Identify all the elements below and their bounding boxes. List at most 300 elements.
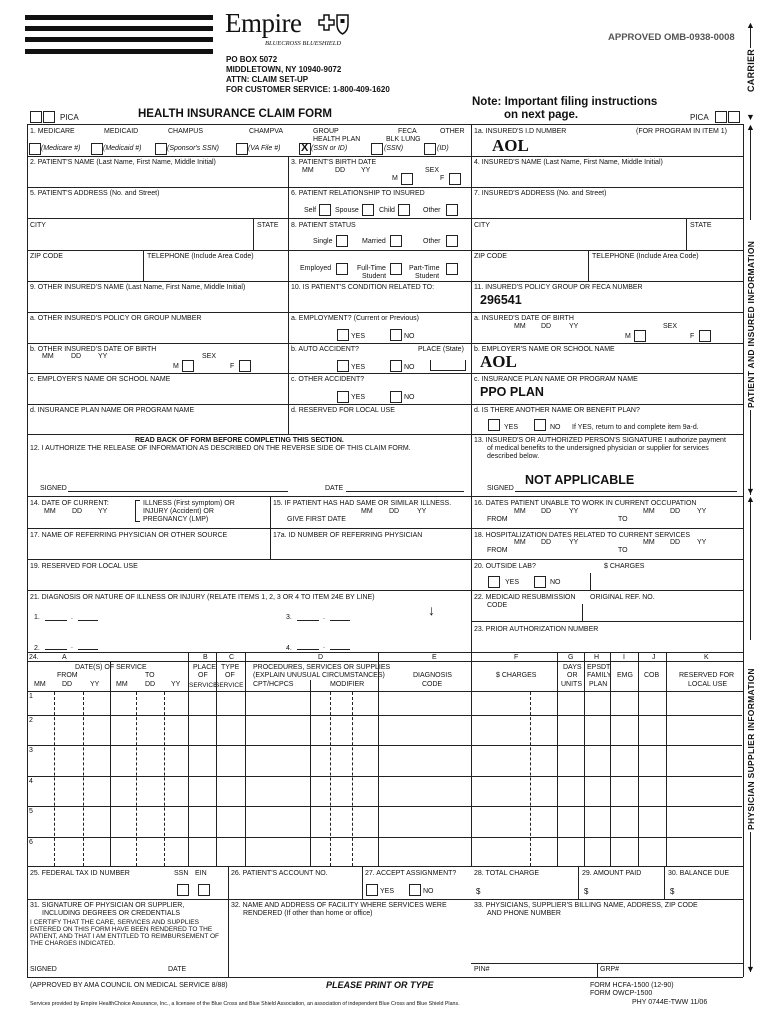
item8-label: 8. PATIENT STATUS	[291, 222, 356, 229]
item16-mm: MM	[514, 508, 526, 515]
item3-sex: SEX	[425, 167, 440, 174]
pin-label: PIN#	[474, 966, 490, 973]
form-title: HEALTH INSURANCE CLAIM FORM	[138, 108, 332, 120]
item33-l2: AND PHONE NUMBER	[487, 910, 561, 917]
dates-from: FROM	[57, 672, 78, 679]
self-checkbox[interactable]	[319, 204, 331, 216]
patient-zip-label: ZIP CODE	[30, 253, 63, 260]
item18-dd: DD	[541, 539, 552, 546]
item10-label: 10. IS PATIENT'S CONDITION RELATED TO:	[291, 284, 435, 291]
item14-yy: YY	[98, 508, 108, 515]
item31-l3: I CERTIFY THAT THE CARE, SERVICES AND SUPPLIES	[30, 919, 199, 926]
married-label: Married	[362, 238, 386, 245]
pica-right-label: PICA	[690, 113, 709, 122]
place-of-service-3: SERVICE	[189, 682, 218, 689]
item9b-sex: SEX	[202, 353, 217, 360]
col-e-letter: E	[432, 654, 437, 661]
item16-dd2: DD	[670, 508, 681, 515]
employment-no-checkbox[interactable]	[390, 329, 402, 341]
item10b-label: b. AUTO ACCIDENT?	[291, 346, 359, 353]
ssn-checkbox[interactable]	[177, 884, 189, 896]
diagnosis-code-1: DIAGNOSIS	[413, 672, 452, 679]
item11a-label: a. INSURED'S DATE OF BIRTH	[474, 315, 574, 322]
item3-f: F	[440, 175, 445, 182]
service-line-number: 1	[29, 693, 33, 700]
to-yy: YY	[171, 681, 181, 688]
address-line: FOR CUSTOMER SERVICE: 1-800-409-1620	[226, 85, 390, 94]
epsdt-1: EPSDT	[587, 664, 611, 671]
item13-text-3: described below.	[487, 453, 540, 460]
medicaid-checkbox[interactable]	[91, 143, 103, 155]
champus-checkbox[interactable]	[155, 143, 167, 155]
col-b-letter: B	[203, 654, 208, 661]
medicaid-label: MEDICAID	[104, 128, 139, 135]
item24-num: 24.	[29, 654, 39, 661]
item9a-label: a. OTHER INSURED'S POLICY OR GROUP NUMBER	[30, 315, 202, 322]
item16-label: 16. DATES PATIENT UNABLE TO WORK IN CURRENT OCCUPATION	[474, 500, 697, 507]
item14-injury: INJURY (Accident) OR	[143, 508, 214, 515]
item15-yy: YY	[417, 508, 427, 515]
up-arrow-icon: ▲	[746, 494, 755, 504]
item16-dd: DD	[541, 508, 552, 515]
group-label: GROUP	[313, 128, 339, 135]
employed-checkbox[interactable]	[336, 263, 348, 275]
item9b-label: b. OTHER INSURED'S DATE OF BIRTH	[30, 346, 157, 353]
service-line-number: 3	[29, 747, 33, 754]
from-dd: DD	[62, 681, 73, 688]
accept-yes-label: YES	[380, 888, 395, 895]
item18-yy2: YY	[697, 539, 707, 546]
col-d-letter: D	[318, 654, 324, 661]
grp-label: GRP#	[600, 966, 620, 973]
outside-lab-yes-checkbox[interactable]	[488, 576, 500, 588]
type-of-service-1: TYPE	[221, 664, 240, 671]
item3-m: M	[392, 175, 398, 182]
item9-label: 9. OTHER INSURED'S NAME (Last Name, First Name, Middle Initial)	[30, 284, 246, 291]
item15-dd: DD	[389, 508, 400, 515]
item13-signed: SIGNED	[487, 485, 514, 492]
physician-info-label: PHYSICIAN SUPPLIER INFORMATION	[746, 668, 756, 830]
medicare-checkbox[interactable]	[29, 143, 41, 155]
pica-box[interactable]	[728, 111, 740, 123]
up-arrow-icon: ▲	[746, 20, 755, 30]
child-label: Child	[379, 207, 395, 214]
auto-yes-checkbox[interactable]	[337, 360, 349, 372]
plan-name-value[interactable]: PPO PLAN	[480, 385, 544, 399]
item3-dd: DD	[335, 167, 346, 174]
outside-lab-yes-label: YES	[505, 579, 520, 586]
another-plan-yes-checkbox[interactable]	[488, 419, 500, 431]
item16-mm2: MM	[643, 508, 655, 515]
item15-mm: MM	[361, 508, 373, 515]
other-sub: (ID)	[437, 145, 449, 152]
item28-label: 28. TOTAL CHARGE	[474, 870, 540, 877]
item11a-yy: YY	[569, 323, 579, 330]
item9b-f: F	[230, 363, 235, 370]
item1a-label: 1a. INSURED'S I.D NUMBER	[474, 128, 567, 135]
other-rel-label: Other	[423, 207, 441, 214]
logo-subtitle: BLUECROSS BLUESHIELD	[265, 40, 342, 47]
item11a-sex: SEX	[663, 323, 678, 330]
diagnosis-code-2: CODE	[422, 681, 443, 688]
blue-cross-shield-icon	[315, 12, 351, 36]
other-accident-no-checkbox[interactable]	[390, 391, 402, 403]
col-i-letter: I	[623, 654, 625, 661]
item6-label: 6. PATIENT RELATIONSHIP TO INSURED	[291, 190, 425, 197]
charges-header: $ CHARGES	[496, 672, 537, 679]
fulltime-label: Full-Time	[357, 265, 386, 272]
diag-3-dot: .	[323, 614, 325, 621]
feca-sub: (SSN)	[384, 145, 404, 152]
down-arrow-icon: ▼	[746, 112, 755, 122]
auto-no-checkbox[interactable]	[390, 360, 402, 372]
other-label: OTHER	[440, 128, 465, 135]
fulltime-student-label: Student	[362, 273, 387, 280]
champva-label: CHAMPVA	[249, 128, 284, 135]
to-mm: MM	[116, 681, 128, 688]
item12-date: DATE	[325, 485, 344, 492]
item31-date: DATE	[168, 966, 187, 973]
diag-2-label: 2.	[34, 645, 40, 652]
insured-zip-label: ZIP CODE	[474, 253, 507, 260]
address-line: PO BOX 5072	[226, 55, 278, 64]
medicaid-sub: (Medicaid #)	[103, 145, 142, 152]
note-line: on next page.	[504, 109, 579, 121]
address-line: MIDDLETOWN, NY 10940-9072	[226, 65, 342, 74]
other-accident-no-label: NO	[404, 394, 415, 401]
other-accident-yes-checkbox[interactable]	[337, 391, 349, 403]
accept-yes-checkbox[interactable]	[366, 884, 378, 896]
item18-mm2: MM	[643, 539, 655, 546]
insured-sex-m-checkbox[interactable]	[634, 330, 646, 342]
filing-note	[472, 96, 657, 122]
days-2: OR	[567, 672, 578, 679]
insured-id-value[interactable]: AOL	[492, 136, 529, 155]
parttime-student-label: Student	[415, 273, 440, 280]
single-label: Single	[313, 238, 333, 245]
employed-label: Employed	[300, 265, 332, 272]
form-hcfa: FORM HCFA-1500 (12-90)	[590, 982, 674, 989]
other-checkbox[interactable]	[424, 143, 436, 155]
item16-yy2: YY	[697, 508, 707, 515]
employer-value[interactable]: AOL	[480, 352, 517, 371]
champus-sub: (Sponsor's SSN)	[167, 145, 219, 152]
logo-wordmark: Empire	[225, 8, 302, 38]
outside-lab-no-label: NO	[550, 579, 561, 586]
carrier-label: CARRIER	[746, 48, 756, 92]
item14-mm: MM	[44, 508, 56, 515]
note-line: Note: Important filing instructions	[472, 96, 658, 108]
item11c-label: c. INSURANCE PLAN NAME OR PROGRAM NAME	[474, 376, 638, 383]
insured-signature-value[interactable]: NOT APPLICABLE	[525, 473, 635, 487]
item16-to: TO	[618, 516, 628, 523]
total-charge-currency: $	[476, 887, 481, 896]
child-checkbox[interactable]	[398, 204, 410, 216]
item18-dd2: DD	[670, 539, 681, 546]
other-status-checkbox[interactable]	[446, 235, 458, 247]
another-plan-yes-label: YES	[504, 424, 519, 431]
services-disclaimer: Services provided by Empire HealthChoice Assurance, Inc., a licensee of the Blue Cross and Blue Shield Association, an association of independent Blue Cross and Blue Shield Plans.	[30, 1001, 460, 1007]
item18-yy: YY	[569, 539, 579, 546]
champva-sub: (VA File #)	[248, 145, 281, 152]
table-row[interactable]	[27, 776, 742, 778]
diag-4-label: 4.	[286, 645, 292, 652]
fulltime-student-checkbox[interactable]	[390, 263, 402, 275]
item1a-note: (FOR PROGRAM IN ITEM 1)	[636, 128, 727, 135]
employment-yes-checkbox[interactable]	[337, 329, 349, 341]
another-plan-note: If YES, return to and complete item 9a-d.	[572, 424, 699, 431]
insured-state-label: STATE	[690, 222, 712, 229]
table-row[interactable]	[27, 745, 742, 747]
other-insured-sex-m-checkbox[interactable]	[182, 360, 194, 372]
item11a-m: M	[625, 333, 631, 340]
from-yy: YY	[90, 681, 100, 688]
spouse-checkbox[interactable]	[362, 204, 374, 216]
item31-l6: THE CHARGES INDICATED.	[30, 940, 116, 947]
group-check-mark: X	[301, 142, 309, 154]
service-line-number: 5	[29, 808, 33, 815]
medicare-label: 1. MEDICARE	[30, 128, 75, 135]
group-label-2: HEALTH PLAN	[313, 136, 361, 143]
champus-label: CHAMPUS	[168, 128, 204, 135]
mailing-address	[226, 55, 390, 95]
item23-label: 23. PRIOR AUTHORIZATION NUMBER	[474, 626, 599, 633]
item12-signed: SIGNED	[40, 485, 67, 492]
item10a-label: a. EMPLOYMENT? (Current or Previous)	[291, 315, 419, 322]
balance-due-currency: $	[670, 887, 675, 896]
item31-l4: ENTERED ON THIS FORM HAVE BEEN RENDERED TO THE	[30, 926, 213, 933]
item11-label: 11. INSURED'S POLICY GROUP OR FECA NUMBER	[474, 284, 643, 291]
item32-l1: 32. NAME AND ADDRESS OF FACILITY WHERE SERVICES WERE	[231, 902, 447, 909]
pica-box[interactable]	[715, 111, 727, 123]
ein-label: EIN	[195, 870, 207, 877]
item13-text-1: 13. INSURED'S OR AUTHORIZED PERSON'S SIGNATURE I authorize payment	[474, 437, 726, 444]
patient-sex-f-checkbox[interactable]	[449, 173, 461, 185]
item20-label: 20. OUTSIDE LAB?	[474, 563, 536, 570]
col-c-letter: C	[229, 654, 235, 661]
type-of-service-2: OF	[225, 672, 235, 679]
another-plan-no-checkbox[interactable]	[534, 419, 546, 431]
item14-illness: ILLNESS (First symptom) OR	[143, 500, 235, 507]
col-h-letter: H	[594, 654, 600, 661]
table-row[interactable]	[27, 837, 742, 839]
empire-logo	[225, 8, 355, 53]
item32-l2: RENDERED (If other than home or office)	[243, 910, 373, 917]
item13-text-2: of medical benefits to the undersigned physician or supplier for services	[487, 445, 709, 452]
diag-2-dot: .	[71, 643, 73, 650]
item7-label: 7. INSURED'S ADDRESS (No. and Street)	[474, 190, 607, 197]
item14-label: 14. DATE OF CURRENT:	[30, 500, 109, 507]
print-or-type: PLEASE PRINT OR TYPE	[326, 980, 434, 990]
item5-label: 5. PATIENT'S ADDRESS (No. and Street)	[30, 190, 160, 197]
epsdt-2: FAMILY	[587, 672, 612, 679]
address-line: ATTN: CLAIM SET-UP	[226, 75, 309, 84]
spouse-label: Spouse	[335, 207, 359, 214]
emg-header: EMG	[617, 672, 633, 679]
pica-box[interactable]	[30, 111, 42, 123]
item3-mm: MM	[302, 167, 314, 174]
item18-to: TO	[618, 547, 628, 554]
employment-yes-label: YES	[351, 333, 366, 340]
item4-label: 4. INSURED'S NAME (Last Name, First Name, Middle Initial)	[474, 159, 663, 166]
phy-code: PHY 0744E-TWW 11/06	[632, 999, 708, 1006]
item10c-label: c. OTHER ACCIDENT?	[291, 376, 365, 383]
place-of-service-1: PLACE	[193, 664, 216, 671]
other-insured-sex-f-checkbox[interactable]	[239, 360, 251, 372]
outside-lab-no-checkbox[interactable]	[534, 576, 546, 588]
auto-yes-label: YES	[351, 364, 366, 371]
parttime-label: Part-Time	[409, 265, 440, 272]
employment-no-label: NO	[404, 333, 415, 340]
insured-sex-f-checkbox[interactable]	[699, 330, 711, 342]
procedures-2: (EXPLAIN UNUSUAL CIRCUMSTANCES)	[253, 672, 385, 679]
insured-tel-label: TELEPHONE (Include Area Code)	[592, 253, 699, 260]
insured-city-label: CITY	[474, 222, 490, 229]
pica-left-label: PICA	[60, 113, 79, 122]
up-arrow-icon: ▲	[746, 122, 755, 132]
item11a-f: F	[690, 333, 695, 340]
patient-state-label: STATE	[257, 222, 279, 229]
diag-1-dot: .	[71, 614, 73, 621]
item18-label: 18. HOSPITALIZATION DATES RELATED TO CURRENT SERVICES	[474, 532, 691, 539]
item3-yy: YY	[361, 167, 371, 174]
item22-label: 22. MEDICAID RESUBMISSION	[474, 594, 576, 601]
item11a-dd: DD	[541, 323, 552, 330]
diag-3-label: 3.	[286, 614, 292, 621]
patient-sex-m-checkbox[interactable]	[401, 173, 413, 185]
item33-l1: 33. PHYSICIANS, SUPPLIER'S BILLING NAME, ADDRESS, ZIP CODE	[474, 902, 698, 909]
epsdt-3: PLAN	[589, 681, 608, 688]
item18-from: FROM	[487, 547, 508, 554]
down-arrow-icon: ▼	[746, 964, 755, 974]
dates-of-service: DATE(S) OF SERVICE	[75, 664, 147, 671]
place-state-label: PLACE (State)	[418, 346, 464, 353]
single-checkbox[interactable]	[336, 235, 348, 247]
feca-label: FECA	[398, 128, 417, 135]
feca-label-2: BLK LUNG	[386, 136, 421, 143]
parttime-student-checkbox[interactable]	[446, 263, 458, 275]
item29-label: 29. AMOUNT PAID	[582, 870, 642, 877]
medicare-sub: (Medicare #)	[41, 145, 81, 152]
item31-l5: PATIENT, AND THAT I AM ENTITLED TO REIMBURSEMENT OF	[30, 933, 220, 940]
days-1: DAYS	[563, 664, 582, 671]
accept-no-checkbox[interactable]	[409, 884, 421, 896]
policy-group-value[interactable]: 296541	[480, 293, 522, 307]
patient-info-label: PATIENT AND INSURED INFORMATION	[746, 240, 756, 408]
item12-text: 12. I AUTHORIZE THE RELEASE OF INFORMATION AS DESCRIBED ON THE REVERSE SIDE OF THIS CLAIM FORM.	[30, 445, 411, 452]
champva-checkbox[interactable]	[236, 143, 248, 155]
item22-code: CODE	[487, 602, 508, 609]
col-k-letter: K	[704, 654, 709, 661]
item9b-yy: YY	[98, 353, 108, 360]
ssn-label: SSN	[174, 870, 189, 877]
days-3: UNITS	[561, 681, 582, 688]
approval-number: APPROVED OMB-0938-0008	[608, 32, 735, 43]
item15-sub: GIVE FIRST DATE	[287, 516, 346, 523]
pica-box[interactable]	[43, 111, 55, 123]
item27-label: 27. ACCEPT ASSIGNMENT?	[365, 870, 457, 877]
form-owcp: FORM OWCP-1500	[590, 990, 653, 997]
accept-no-label: NO	[423, 888, 434, 895]
dates-to: TO	[145, 672, 155, 679]
to-dd: DD	[145, 681, 156, 688]
item11a-mm: MM	[514, 323, 526, 330]
item16-yy: YY	[569, 508, 579, 515]
item31-l1: 31. SIGNATURE OF PHYSICIAN OR SUPPLIER,	[30, 902, 185, 909]
item9d-label: d. INSURANCE PLAN NAME OR PROGRAM NAME	[30, 407, 195, 414]
service-line-number: 6	[29, 839, 33, 846]
married-checkbox[interactable]	[390, 235, 402, 247]
place-of-service-2: OF	[198, 672, 208, 679]
item3-label: 3. PATIENT'S BIRTH DATE	[291, 159, 377, 166]
read-back-heading: READ BACK OF FORM BEFORE COMPLETING THIS SECTION.	[135, 437, 344, 444]
procedures-1: PROCEDURES, SERVICES OR SUPPLIES	[253, 664, 391, 671]
item18-mm: MM	[514, 539, 526, 546]
diag-4-dot: .	[323, 643, 325, 650]
another-plan-no-label: NO	[550, 424, 561, 431]
item16-from: FROM	[487, 516, 508, 523]
item9b-m: M	[173, 363, 179, 370]
patient-city-label: CITY	[30, 222, 46, 229]
item26-label: 26. PATIENT'S ACCOUNT NO.	[231, 870, 328, 877]
other-accident-yes-label: YES	[351, 394, 366, 401]
group-sub: (SSN or ID)	[311, 145, 348, 152]
diag-1-label: 1.	[34, 614, 40, 621]
item10d-label: d. RESERVED FOR LOCAL USE	[291, 407, 395, 414]
table-row[interactable]	[27, 715, 742, 717]
auto-no-label: NO	[404, 364, 415, 371]
from-mm: MM	[34, 681, 46, 688]
item21-label: 21. DIAGNOSIS OR NATURE OF ILLNESS OR INJURY (RELATE ITEMS 1, 2, 3 OR 4 TO ITEM 24E BY LINE)	[30, 594, 375, 601]
table-row[interactable]	[27, 806, 742, 808]
procedures-modifier: MODIFIER	[330, 681, 365, 688]
col-a-letter: A	[62, 654, 67, 661]
place-state-field[interactable]	[430, 360, 466, 371]
item11d-label: d. IS THERE ANOTHER NAME OR BENEFIT PLAN?	[474, 407, 640, 414]
service-line-number: 2	[29, 717, 33, 724]
other-rel-checkbox[interactable]	[446, 204, 458, 216]
item25-label: 25. FEDERAL TAX ID NUMBER	[30, 870, 130, 877]
item14-pregnancy: PREGNANCY (LMP)	[143, 516, 209, 523]
ein-checkbox[interactable]	[198, 884, 210, 896]
item31-l2: INCLUDING DEGREES OR CREDENTIALS	[42, 910, 181, 917]
item30-label: 30. BALANCE DUE	[668, 870, 730, 877]
item15-label: 15. IF PATIENT HAS HAD SAME OR SIMILAR ILLNESS.	[273, 500, 452, 507]
item9b-dd: DD	[71, 353, 82, 360]
down-arrow-icon: ▼	[746, 486, 755, 496]
item17a-label: 17a. ID NUMBER OF REFERRING PHYSICIAN	[273, 532, 423, 539]
reserved-2: LOCAL USE	[688, 681, 728, 688]
item22-orig: ORIGINAL REF. NO.	[590, 594, 655, 601]
down-arrow-icon: ↓	[428, 602, 435, 618]
reserved-1: RESERVED FOR	[679, 672, 735, 679]
cob-header: COB	[644, 672, 660, 679]
self-label: Self	[304, 207, 317, 214]
procedures-cpt: CPT/HCPCS	[253, 681, 294, 688]
item17-label: 17. NAME OF REFERRING PHYSICIAN OR OTHER SOURCE	[30, 532, 228, 539]
item9c-label: c. EMPLOYER'S NAME OR SCHOOL NAME	[30, 376, 171, 383]
item20-charges: $ CHARGES	[604, 563, 645, 570]
type-of-service-3: SERVICE	[215, 682, 244, 689]
item2-label: 2. PATIENT'S NAME (Last Name, First Name, Middle Initial)	[30, 159, 216, 166]
col-j-letter: J	[652, 654, 656, 661]
item19-label: 19. RESERVED FOR LOCAL USE	[30, 563, 138, 570]
other-status-label: Other	[423, 238, 441, 245]
item14-bracket	[135, 500, 140, 522]
feca-checkbox[interactable]	[371, 143, 383, 155]
col-f-letter: F	[514, 654, 519, 661]
service-line-number: 4	[29, 778, 33, 785]
